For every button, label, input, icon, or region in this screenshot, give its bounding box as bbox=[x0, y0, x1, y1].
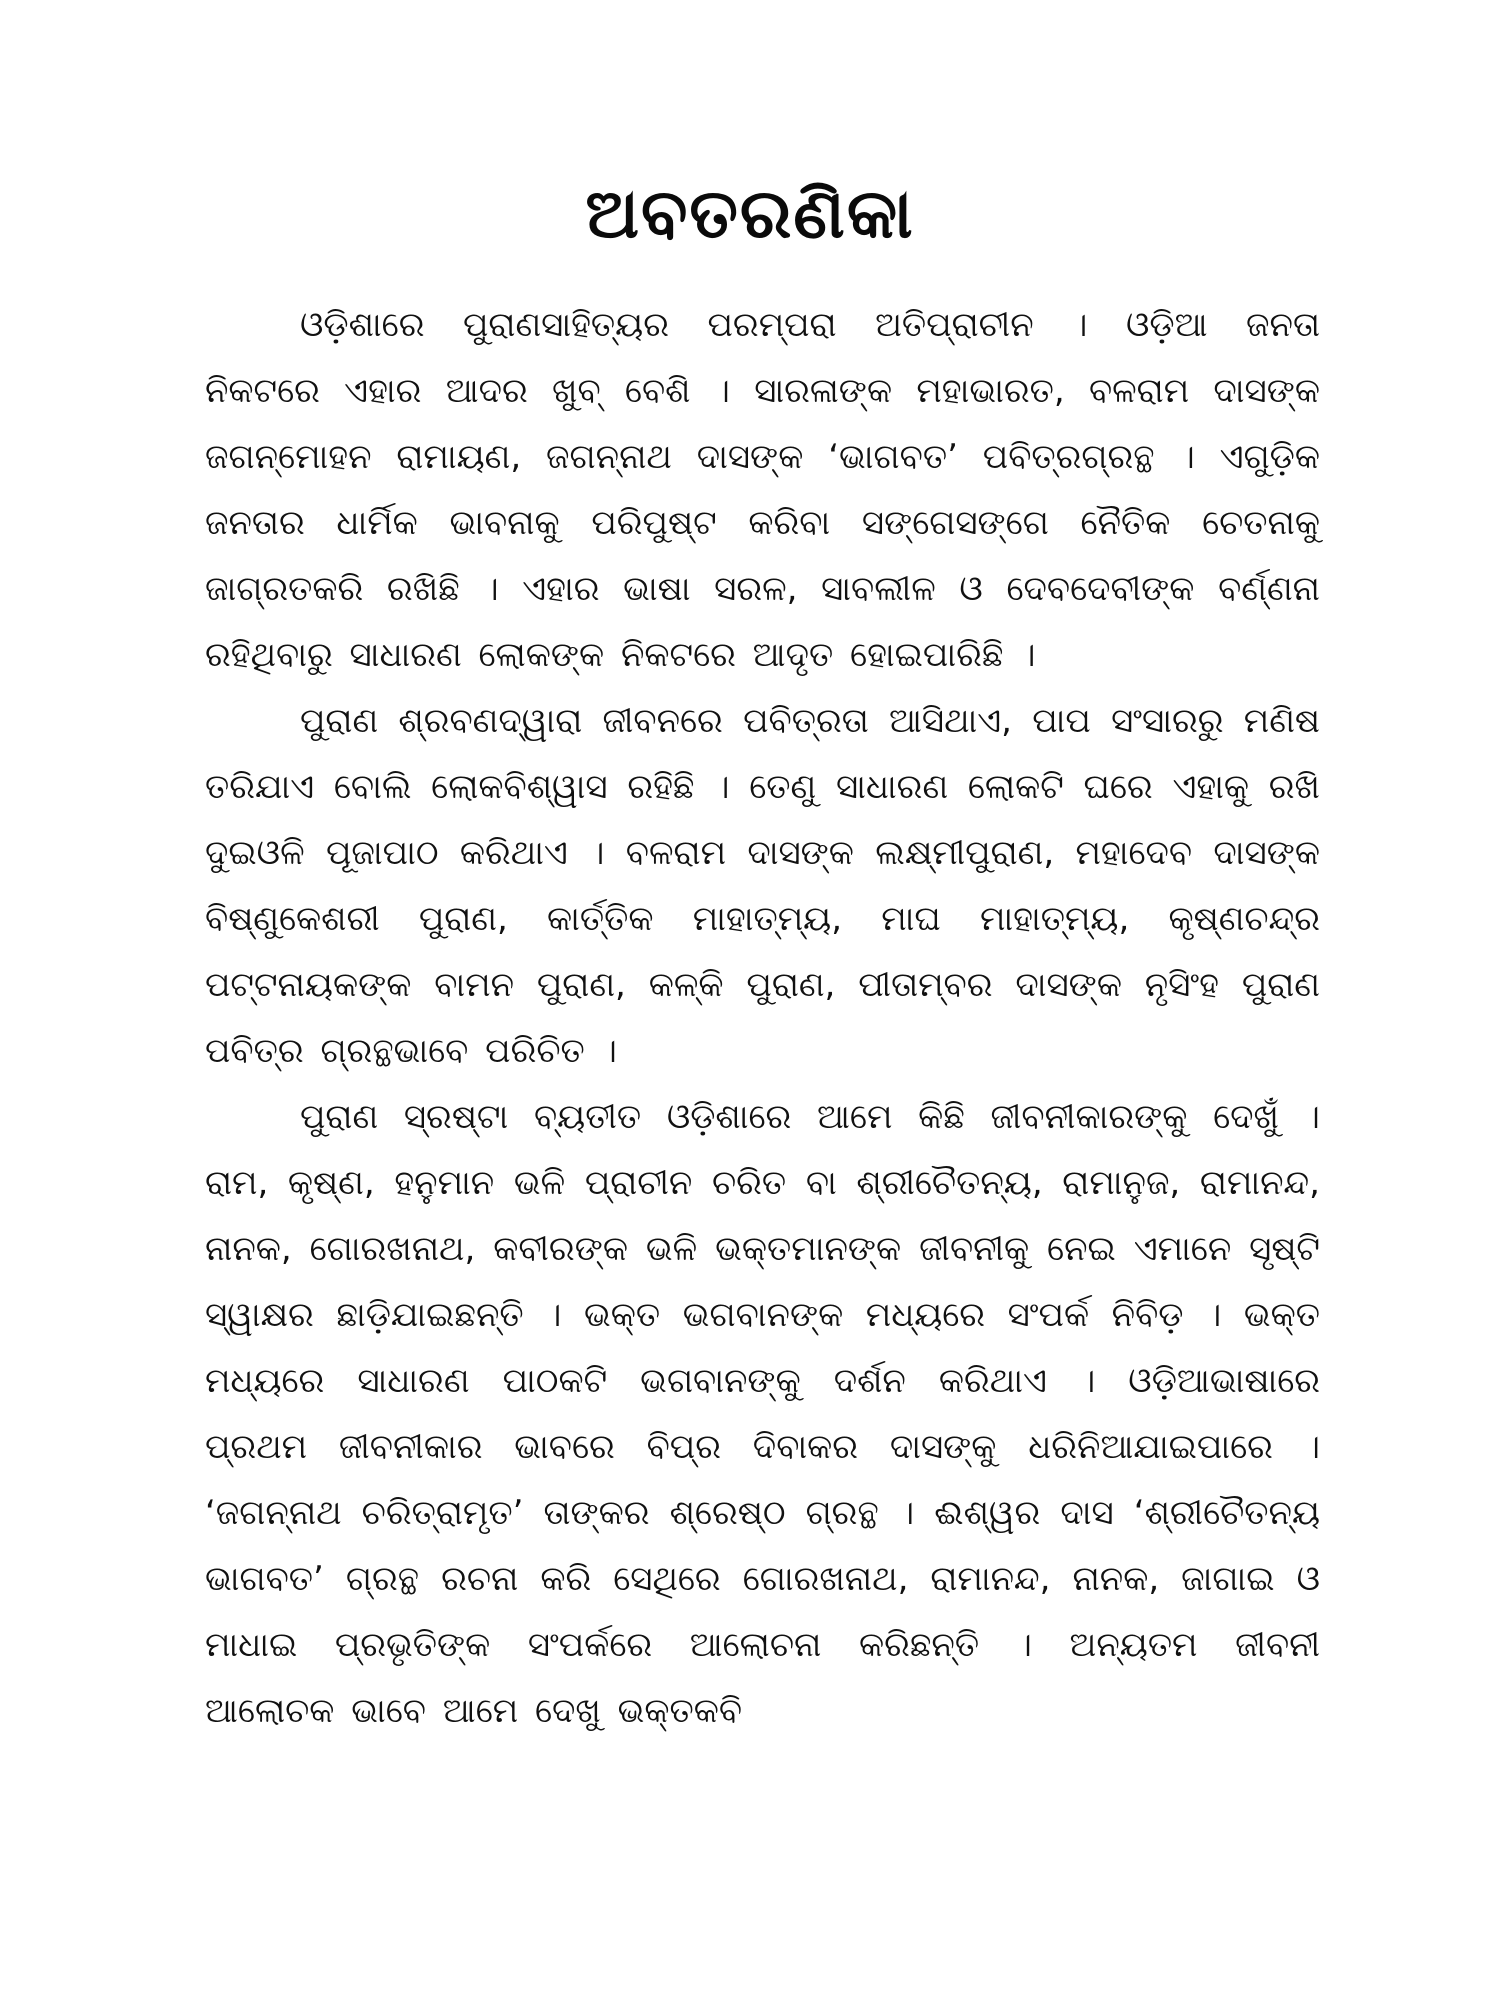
body-text bbox=[205, 292, 1320, 1744]
paragraph-2: ପୁରାଣ ଶ୍ରବଣଦ୍ୱାରା ଜୀବନରେ ପବିତ୍ରତା ଆସିଥାଏ, ପାପ ସଂସାରରୁ ମଣିଷ ତରିଯାଏ ବୋଲି ଲୋକବିଶ୍ୱାସ ରହିଛି । ତେଣୁ ସାଧାରଣ ଲୋକଟି ଘରେ ଏହାକୁ ରଖି ଦୁଇଓଳି ପୂଜାପାଠ କରିଥାଏ । ବଳରାମ ଦାସଙ୍କ ଲକ୍ଷ୍ମୀପୁରାଣ, ମହାଦେବ ଦାସଙ୍କ ବିଷ୍ଣୁକେଶରୀ ପୁରାଣ, କାର୍ତ୍ତିକ ମାହାତ୍ମ୍ୟ, ମାଘ ମାହାତ୍ମ୍ୟ, କୃଷ୍ଣଚନ୍ଦ୍ର ପଟ୍ଟନାୟକଙ୍କ ବାମନ ପୁରାଣ, କଳ୍କି ପୁରାଣ, ପୀତାମ୍ବର ଦାସଙ୍କ ନୃସିଂହ ପୁରାଣ ପବିତ୍ର ଗ୍ରନ୍ଥଭାବେ ପରିଚିତ । bbox=[205, 701, 1320, 1071]
page-title: ଅବତରଣିକା bbox=[585, 175, 915, 254]
paragraph-1: ଓଡ଼ିଶାରେ ପୁରାଣସାହିତ୍ୟର ପରମ୍ପରା ଅତିପ୍ରାଚୀନ । ଓଡ଼ିଆ ଜନତା ନିକଟରେ ଏହାର ଆଦର ଖୁବ୍ ବେଶି । ସାରଳାଙ୍କ ମହାଭାରତ, ବଳରାମ ଦାସଙ୍କ ଜଗନ୍ମୋହନ ରାମାୟଣ, ଜଗନ୍ନାଥ ଦାସଙ୍କ ‘ଭାଗବତ’ ପବିତ୍ରଗ୍ରନ୍ଥ । ଏଗୁଡ଼ିକ ଜନତାର ଧାର୍ମିକ ଭାବନାକୁ ପରିପୁଷ୍ଟ କରିବା ସଙ୍ଗେସଙ୍ଗେ ନୈତିକ ଚେତନାକୁ ଜାଗ୍ରତକରି ରଖିଛି । ଏହାର ଭାଷା ସରଳ, ସାବଲୀଳ ଓ ଦେବଦେବୀଙ୍କ ବର୍ଣ୍ଣନା ରହିଥିବାରୁ ସାଧାରଣ ଲୋକଙ୍କ ନିକଟରେ ଆଦୃତ ହୋଇପାରିଛି । bbox=[205, 305, 1320, 675]
paragraph-3: ପୁରାଣ ସ୍ରଷ୍ଟା ବ୍ୟତୀତ ଓଡ଼ିଶାରେ ଆମେ କିଛି ଜୀବନୀକାରଙ୍କୁ ଦେଖୁଁ । ରାମ, କୃଷ୍ଣ, ହନୁମାନ ଭଳି ପ୍ରାଚୀନ ଚରିତ ବା ଶ୍ରୀଚୈତନ୍ୟ, ରାମାନୁଜ, ରାମାନନ୍ଦ, ନାନକ, ଗୋରଖନାଥ, କବୀରଙ୍କ ଭଳି ଭକ୍ତମାନଙ୍କ ଜୀବନୀକୁ ନେଇ ଏମାନେ ସୃଷ୍ଟି ସ୍ୱାକ୍ଷର ଛାଡ଼ିଯାଇଛନ୍ତି । ଭକ୍ତ ଭଗବାନଙ୍କ ମଧ୍ୟରେ ସଂପର୍କ ନିବିଡ଼ । ଭକ୍ତ ମଧ୍ୟରେ ସାଧାରଣ ପାଠକଟି ଭଗବାନଙ୍କୁ ଦର୍ଶନ କରିଥାଏ । ଓଡ଼ିଆଭାଷାରେ ପ୍ରଥମ ଜୀବନୀକାର ଭାବରେ ବିପ୍ର ଦିବାକର ଦାସଙ୍କୁ ଧରିନିଆଯାଇପାରେ । ‘ଜଗନ୍ନାଥ ଚରିତ୍ରାମୃତ’ ତାଙ୍କର ଶ୍ରେଷ୍ଠ ଗ୍ରନ୍ଥ । ଈଶ୍ୱର ଦାସ ‘ଶ୍ରୀଚୈତନ୍ୟ ଭାଗବତ’ ଗ୍ରନ୍ଥ ରଚନା କରି ସେଥିରେ ଗୋରଖନାଥ, ରାମାନନ୍ଦ, ନାନକ, ଜାଗାଇ ଓ ମାଧାଇ ପ୍ରଭୃତିଙ୍କ ସଂପର୍କରେ ଆଲୋଚନା କରିଛନ୍ତି । ଅନ୍ୟତମ ଜୀବନୀ ଆଲୋଚକ ଭାବେ ଆମେ ଦେଖୁ ଭକ୍ତକବି bbox=[205, 1097, 1320, 1731]
